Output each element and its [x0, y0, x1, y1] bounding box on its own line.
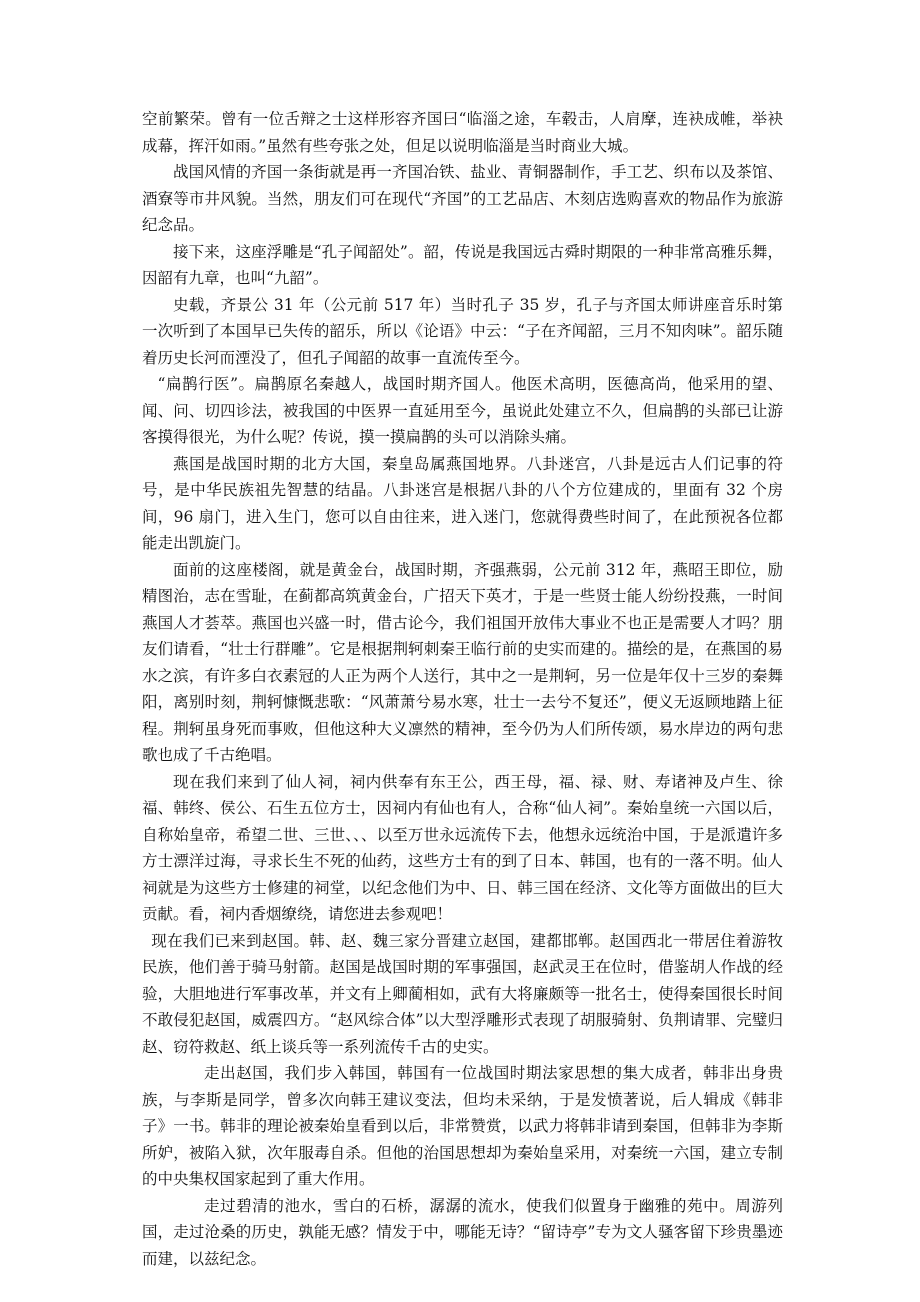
- paragraph-bianque: “扁鹊行医”。扁鹊原名秦越人，战国时期齐国人。他医术高明，医德高尚，他采用的望、闻、问、切四诊法，被我国的中医界一直延用至今，虽说此处建立不久，但扁鹊的头部已让游客摸得很光，为什么呢？传说，摸一摸扁鹊的头可以消除头痛。: [142, 375, 783, 446]
- document-page: [142, 106, 783, 1272]
- paragraph-yan-bagua: 燕国是战国时期的北方大国，秦皇岛属燕国地界。八卦迷宫，八卦是远古人们记事的符号，是中华民族祖先智慧的结晶。八卦迷宫是根据八卦的八个方位建成的，里面有 32 个房间，96 扇门，进入生门，您可以自由往来，进入迷门，您就得费些时间了，在此预祝各位都能走出凯旋门。: [142, 454, 783, 552]
- paragraph-confucius-shao: 接下来，这座浮雕是“孔子闻韶处”。韶，传说是我国远古舜时期限的一种非常高雅乐舞，因韶有九章，也叫“九韶”。: [142, 242, 783, 287]
- paragraph-golden-terrace: 面前的这座楼阁，就是黄金台，战国时期，齐强燕弱，公元前 312 年，燕昭王即位，励精图治，志在雪耻，在蓟都高筑黄金台，广招天下英才，于是一些贤士能人纷纷投燕，一时间燕国人才荟萃。燕国也兴盛一时，借古论今，我们祖国开放伟大事业不也正是需要人才吗？朋友们请看，“壮士行群雕”。它是根据荆轲刺秦王临行前的史实而建的。描绘的是，在燕国的易水之滨，有许多白衣素冠的人正为两个人送行，其中之一是荆轲，另一位是年仅十三岁的秦舞阳，离别时刻，荆轲慷慨悲歌：“风萧萧兮易水寒，壮士一去兮不复还”，便义无返顾地踏上征程。荆轲虽身死而事败，但他这种大义凛然的精神，至今仍为人们所传颂，易水岸边的两句悲歌也成了千古绝唱。: [142, 560, 783, 764]
- paragraph-zhao-state: 现在我们已来到赵国。韩、赵、魏三家分晋建立赵国，建都邯郸。赵国西北一带居住着游牧民族，他们善于骑马射箭。赵国是战国时期的军事强国，赵武灵王在位时，借鉴胡人作战的经验，大胆地进行军事改革，并文有上卿蔺相如，武有大将廉颇等一批名士，使得秦国很长时间不敢侵犯赵国，威震四方。“赵风综合体”以大型浮雕形式表现了胡服骑射、负荆请罪、完璧归赵、窃符救赵、纸上谈兵等一系列流传千古的史实。: [142, 931, 783, 1056]
- paragraph-immortal-temple: 现在我们来到了仙人祠，祠内供奉有东王公，西王母，福、禄、财、寿诸神及卢生、徐福、韩终、侯公、石生五位方士，因祠内有仙也有人，合称“仙人祠”。秦始皇统一六国以后，自称始皇帝，希望二世、三世、、、以至万世永远流传下去，他想永远统治中国，于是派遣许多方士漂洋过海，寻求长生不死的仙药，这些方士有的到了日本、韩国，也有的一落不明。仙人祠就是为这些方士修建的祠堂，以纪念他们为中、日、韩三国在经济、文化等方面做出的巨大贡献。看，祠内香烟缭绕，请您进去参观吧！: [142, 772, 783, 923]
- paragraph-poem-pavilion: 走过碧清的池水，雪白的石桥，潺潺的流水，使我们似置身于幽雅的苑中。周游列国，走过沧桑的历史，孰能无感？情发于中，哪能无诗？“留诗亭”专为文人骚客留下珍贵墨迹而建，以兹纪念。: [142, 1196, 783, 1268]
- paragraph-qi-street: 战国风情的齐国一条街就是再一齐国冶铁、盐业、青铜器制作，手工艺、织布以及茶馆、酒寮等市井风貌。当然，朋友们可在现代“齐国”的工艺品店、木刻店选购喜欢的物品作为旅游纪念品。: [142, 163, 783, 234]
- paragraph-history-record: 史载，齐景公 31 年（公元前 517 年）当时孔子 35 岁，孔子与齐国太师讲座音乐时第一次听到了本国早已失传的韶乐，所以《论语》中云：“子在齐闻韶，三月不知肉味”。韶乐随着历史长河而湮没了，但孔子闻韶的故事一直流传至今。: [142, 295, 783, 367]
- paragraph-qi-prosperity: 空前繁荣。曾有一位舌辩之士这样形容齐国曰“临淄之途，车毂击，人肩摩，连袂成帷，举袂成幕，挥汗如雨。”虽然有些夸张之处，但足以说明临淄是当时商业大城。: [142, 110, 783, 155]
- paragraph-han-state: 走出赵国，我们步入韩国，韩国有一位战国时期法家思想的集大成者，韩非出身贵族，与李斯是同学，曾多次向韩王建议变法，但均未采纳，于是发愤著说，后人辑成《韩非子》一书。韩非的理论被秦始皇看到以后，非常赞赏，以武力将韩非请到秦国，但韩非为李斯所妒，被陷入狱，次年服毒自杀。但他的治国思想却为秦始皇采用，对秦统一六国，建立专制的中央集权国家起到了重大作用。: [142, 1064, 783, 1188]
